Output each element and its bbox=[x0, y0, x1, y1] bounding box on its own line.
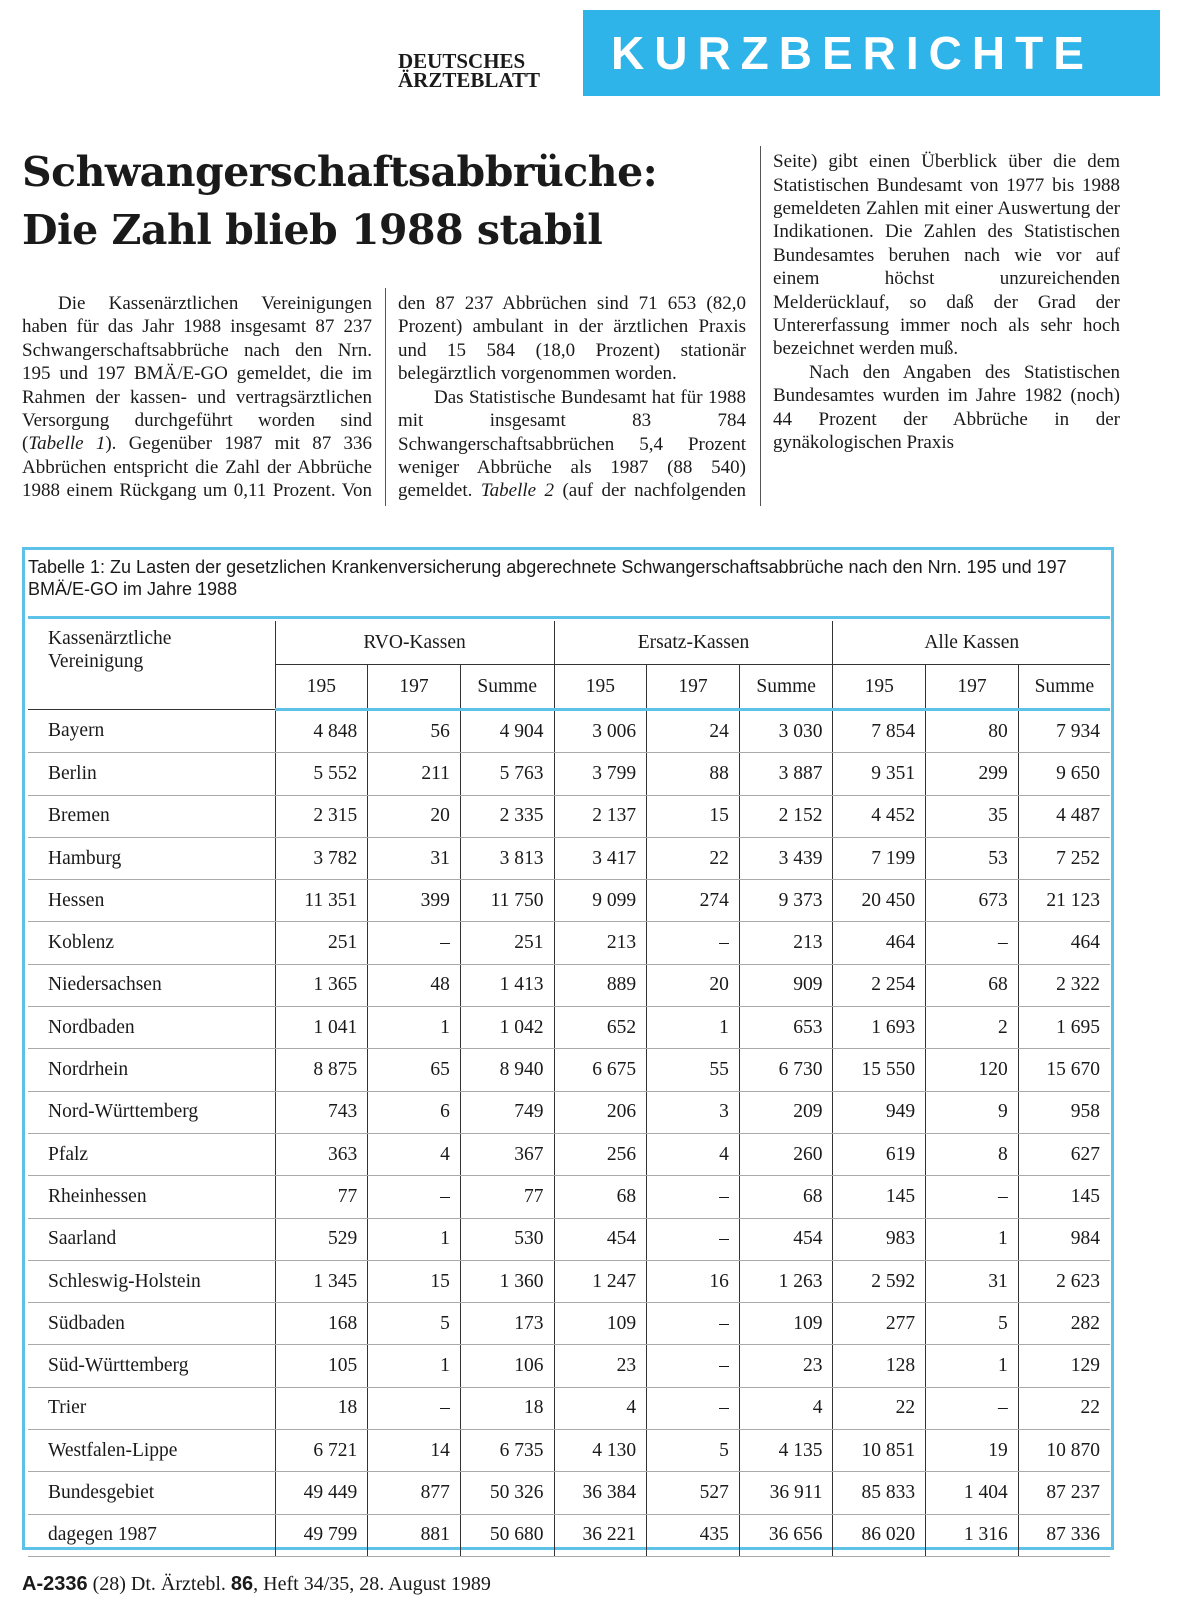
table-cell: 145 bbox=[833, 1176, 926, 1218]
table-cell: 2 315 bbox=[275, 795, 368, 837]
region-name: Westfalen-Lippe bbox=[28, 1430, 275, 1472]
table-cell: 3 887 bbox=[739, 753, 833, 795]
table-cell: 88 bbox=[647, 753, 740, 795]
table-cell: – bbox=[926, 1387, 1019, 1429]
table-cell: 20 bbox=[647, 964, 740, 1006]
article-paragraph-2 bbox=[773, 150, 1120, 361]
table-cell: 9 373 bbox=[739, 880, 833, 922]
article-paragraph-3: Nach den Angaben des Statistischen Bundesamtes wurden im Jahre 1982 (noch) 44 Prozent der Abbrüche in der gynäkologischen Praxis bbox=[773, 361, 1120, 453]
table-row bbox=[28, 1514, 1110, 1556]
table-cell: 958 bbox=[1018, 1091, 1110, 1133]
table-cell: 1 413 bbox=[460, 964, 554, 1006]
table-cell: 653 bbox=[739, 1007, 833, 1049]
headline-line-1: Schwangerschaftsabbrüche: bbox=[22, 148, 658, 196]
table-cell: 120 bbox=[926, 1049, 1019, 1091]
table-cell: – bbox=[926, 922, 1019, 964]
table-row bbox=[28, 1007, 1110, 1049]
table-row bbox=[28, 1133, 1110, 1175]
table-cell: 1 695 bbox=[1018, 1007, 1110, 1049]
table-cell: 4 bbox=[647, 1133, 740, 1175]
table-cell: 23 bbox=[554, 1345, 647, 1387]
table-cell: 1 316 bbox=[926, 1514, 1019, 1556]
table-cell: 6 730 bbox=[739, 1049, 833, 1091]
table-cell: 4 135 bbox=[739, 1430, 833, 1472]
article-text-run: Die Kassenärztlichen Vereinigungen haben für das Jahr 1988 insgesamt 87 237 Schwangerschaftsabbrüche nach den Nrn. 195 und 197 BMÄ/E-GO gemeldet, die im Rahmen der kassen- und vertragsärztlichen Versorgung durchgeführt worden sind ( bbox=[22, 293, 372, 455]
article-text-run: (auf der nachfolgenden bbox=[562, 480, 746, 502]
table-cell: – bbox=[368, 922, 461, 964]
subheader-cell: 197 bbox=[368, 665, 461, 710]
table-cell: 20 bbox=[368, 795, 461, 837]
table-cell: 9 bbox=[926, 1091, 1019, 1133]
table-cell: 109 bbox=[554, 1303, 647, 1345]
table-cell: 949 bbox=[833, 1091, 926, 1133]
table-cell: 4 848 bbox=[275, 710, 368, 753]
subheader-cell: 195 bbox=[833, 665, 926, 710]
table-row bbox=[28, 795, 1110, 837]
table-cell: 2 623 bbox=[1018, 1260, 1110, 1302]
table-cell: 652 bbox=[554, 1007, 647, 1049]
region-name: Nord-Württemberg bbox=[28, 1091, 275, 1133]
table-cell: 53 bbox=[926, 837, 1019, 879]
table-cell: 15 bbox=[647, 795, 740, 837]
table-cell: – bbox=[926, 1176, 1019, 1218]
table-cell: 5 bbox=[368, 1303, 461, 1345]
table-cell: 50 680 bbox=[460, 1514, 554, 1556]
article-paragraph-1 bbox=[22, 292, 372, 504]
table-cell: – bbox=[647, 922, 740, 964]
article-text bbox=[22, 292, 372, 504]
table-cell: 18 bbox=[275, 1387, 368, 1429]
table-cell: 87 336 bbox=[1018, 1514, 1110, 1556]
table-cell: 1 404 bbox=[926, 1472, 1019, 1514]
table-cell: 6 675 bbox=[554, 1049, 647, 1091]
table-reference: Tabelle 1 bbox=[28, 433, 106, 455]
footer-issue: , Heft 34/35, 28. August 1989 bbox=[253, 1573, 491, 1595]
region-name: Berlin bbox=[28, 753, 275, 795]
table-row bbox=[28, 710, 1110, 753]
article-text-run: den 87 237 Abbrüchen sind 71 653 (82,0 Prozent) ambulant in der ärztlichen Praxis und 15 584 (18,0 Prozent) stationär belegärztlich vorgenommen worden. bbox=[398, 293, 746, 385]
table-row bbox=[28, 753, 1110, 795]
table-cell: 86 020 bbox=[833, 1514, 926, 1556]
subheader-cell: 195 bbox=[275, 665, 368, 710]
group-header-rvo: RVO-Kassen bbox=[275, 621, 554, 665]
subheader-cell: Summe bbox=[1018, 665, 1110, 710]
table-cell: 106 bbox=[460, 1345, 554, 1387]
table-cell: 19 bbox=[926, 1430, 1019, 1472]
table-cell: – bbox=[368, 1387, 461, 1429]
table-cell: 85 833 bbox=[833, 1472, 926, 1514]
table-cell: 1 263 bbox=[739, 1260, 833, 1302]
region-name: Nordbaden bbox=[28, 1007, 275, 1049]
table-cell: 619 bbox=[833, 1133, 926, 1175]
region-name: Niedersachsen bbox=[28, 964, 275, 1006]
table-cell: 2 592 bbox=[833, 1260, 926, 1302]
table-cell: 36 911 bbox=[739, 1472, 833, 1514]
table-cell: – bbox=[647, 1345, 740, 1387]
table-cell: 20 450 bbox=[833, 880, 926, 922]
masthead-logo bbox=[398, 49, 570, 92]
region-name: Bayern bbox=[28, 710, 275, 753]
table-cell: 2 152 bbox=[739, 795, 833, 837]
table-cell: 206 bbox=[554, 1091, 647, 1133]
group-header-alle: Alle Kassen bbox=[833, 621, 1110, 665]
table-row bbox=[28, 1472, 1110, 1514]
table-cell: 984 bbox=[1018, 1218, 1110, 1260]
table-cell: 23 bbox=[739, 1345, 833, 1387]
region-name: Pfalz bbox=[28, 1133, 275, 1175]
table-cell: 3 417 bbox=[554, 837, 647, 879]
table-cell: 36 221 bbox=[554, 1514, 647, 1556]
table-cell: 367 bbox=[460, 1133, 554, 1175]
table-cell: 68 bbox=[739, 1176, 833, 1218]
article-column-2 bbox=[398, 292, 746, 504]
footer-volume: 86 bbox=[230, 1573, 254, 1595]
table-cell: 2 254 bbox=[833, 964, 926, 1006]
table-row bbox=[28, 1049, 1110, 1091]
table-cell: 35 bbox=[926, 795, 1019, 837]
article-paragraph-2 bbox=[398, 386, 746, 504]
table-row bbox=[28, 964, 1110, 1006]
table-cell: 1 bbox=[368, 1007, 461, 1049]
table-cell: 22 bbox=[647, 837, 740, 879]
table-cell: 15 670 bbox=[1018, 1049, 1110, 1091]
table-cell: 1 345 bbox=[275, 1260, 368, 1302]
page-number: A-2336 bbox=[22, 1573, 88, 1595]
table-cell: 10 851 bbox=[833, 1430, 926, 1472]
table-cell: 4 452 bbox=[833, 795, 926, 837]
table-cell: 22 bbox=[833, 1387, 926, 1429]
table-cell: 65 bbox=[368, 1049, 461, 1091]
table-cell: – bbox=[647, 1303, 740, 1345]
table-row bbox=[28, 1218, 1110, 1260]
table-row bbox=[28, 1430, 1110, 1472]
table-cell: 1 041 bbox=[275, 1007, 368, 1049]
table-cell: 983 bbox=[833, 1218, 926, 1260]
table-cell: 68 bbox=[926, 964, 1019, 1006]
table-cell: 464 bbox=[833, 922, 926, 964]
table-cell: 5 bbox=[647, 1430, 740, 1472]
table-cell: 31 bbox=[926, 1260, 1019, 1302]
table-cell: 8 875 bbox=[275, 1049, 368, 1091]
table-cell: 1 bbox=[926, 1345, 1019, 1387]
table-cell: 8 940 bbox=[460, 1049, 554, 1091]
table-cell: 7 252 bbox=[1018, 837, 1110, 879]
article-text bbox=[398, 292, 746, 504]
subheader-cell: Summe bbox=[460, 665, 554, 710]
table-cell: 49 449 bbox=[275, 1472, 368, 1514]
section-banner: KURZBERICHTE bbox=[583, 10, 1160, 96]
table-cell: 55 bbox=[647, 1049, 740, 1091]
region-name: Hamburg bbox=[28, 837, 275, 879]
table-cell: 16 bbox=[647, 1260, 740, 1302]
table-cell: 529 bbox=[275, 1218, 368, 1260]
table-cell: 209 bbox=[739, 1091, 833, 1133]
article-text-run: Das Statistische Bundesamt hat für 1988 mit insgesamt 83 784 Schwangerschaftsabbrüchen 5,4 Prozent weniger Abbrüche als 1987 (88 540) gemeldet. bbox=[398, 386, 746, 502]
table-cell: 22 bbox=[1018, 1387, 1110, 1429]
table-row bbox=[28, 1176, 1110, 1218]
abortion-statistics-table bbox=[28, 621, 1110, 1557]
caption-divider bbox=[28, 616, 1110, 619]
page-footer bbox=[22, 1573, 491, 1596]
article-text bbox=[773, 150, 1120, 454]
table-cell: 673 bbox=[926, 880, 1019, 922]
table-cell: 1 bbox=[647, 1007, 740, 1049]
table-cell: 6 735 bbox=[460, 1430, 554, 1472]
table-cell: 1 bbox=[368, 1218, 461, 1260]
table-cell: 909 bbox=[739, 964, 833, 1006]
table-cell: 881 bbox=[368, 1514, 461, 1556]
table-row bbox=[28, 1091, 1110, 1133]
table-body bbox=[28, 710, 1110, 1557]
column-divider bbox=[385, 288, 386, 506]
table-row bbox=[28, 1303, 1110, 1345]
region-name: Bundesgebiet bbox=[28, 1472, 275, 1514]
group-header-ersatz: Ersatz-Kassen bbox=[554, 621, 833, 665]
table-cell: 213 bbox=[554, 922, 647, 964]
table-cell: 399 bbox=[368, 880, 461, 922]
table-cell: 11 351 bbox=[275, 880, 368, 922]
table-cell: – bbox=[647, 1176, 740, 1218]
table-cell: 454 bbox=[554, 1218, 647, 1260]
table-cell: 435 bbox=[647, 1514, 740, 1556]
region-name: dagegen 1987 bbox=[28, 1514, 275, 1556]
table-cell: 7 934 bbox=[1018, 710, 1110, 753]
table-cell: 36 656 bbox=[739, 1514, 833, 1556]
region-name: Süd-Württemberg bbox=[28, 1345, 275, 1387]
table-cell: 5 552 bbox=[275, 753, 368, 795]
table-cell: 9 351 bbox=[833, 753, 926, 795]
table-cell: 14 bbox=[368, 1430, 461, 1472]
region-name: Schleswig-Holstein bbox=[28, 1260, 275, 1302]
table-cell: 48 bbox=[368, 964, 461, 1006]
table-cell: 105 bbox=[275, 1345, 368, 1387]
table-cell: 3 030 bbox=[739, 710, 833, 753]
table-row bbox=[28, 1387, 1110, 1429]
table-cell: 2 bbox=[926, 1007, 1019, 1049]
table-cell: 3 813 bbox=[460, 837, 554, 879]
table-cell: 277 bbox=[833, 1303, 926, 1345]
table-cell: 77 bbox=[460, 1176, 554, 1218]
table-cell: 11 750 bbox=[460, 880, 554, 922]
region-name: Trier bbox=[28, 1387, 275, 1429]
masthead-line-2: ÄRZTEBLATT bbox=[398, 68, 540, 92]
table-cell: 4 bbox=[739, 1387, 833, 1429]
table-cell: 109 bbox=[739, 1303, 833, 1345]
table-cell: 1 247 bbox=[554, 1260, 647, 1302]
table-cell: 4 904 bbox=[460, 710, 554, 753]
masthead-line-1: DEUTSCHES bbox=[398, 49, 526, 73]
table-cell: 6 bbox=[368, 1091, 461, 1133]
table-row bbox=[28, 1345, 1110, 1387]
subheader-cell: 197 bbox=[926, 665, 1019, 710]
table-row bbox=[28, 837, 1110, 879]
table-cell: 251 bbox=[275, 922, 368, 964]
column-header-region: Kassenärztliche Vereinigung bbox=[28, 621, 275, 710]
article-text-run: Seite) gibt einen Überblick über die dem Statistischen Bundesamt von 1977 bis 1988 gemeldeten Zahlen mit einer Auswertung der Indikationen. Die Zahlen des Statistischen Bundesamtes beruhen nach wie vor auf einem höchst unzureichenden Melderücklauf, so daß der Grad der Untererfassung immer noch als sehr hoch bezeichnet werden muß. bbox=[773, 151, 1120, 360]
article-column-1 bbox=[22, 292, 372, 504]
table-row bbox=[28, 922, 1110, 964]
table-cell: 49 799 bbox=[275, 1514, 368, 1556]
table-cell: 1 bbox=[368, 1345, 461, 1387]
table-cell: 464 bbox=[1018, 922, 1110, 964]
table-caption: Tabelle 1: Zu Lasten der gesetzlichen Krankenversicherung abgerechnete Schwangerschaftsabbrüche nach den Nrn. 195 und 197 BMÄ/E-GO im Jahre 1988 bbox=[28, 557, 1067, 599]
table-cell: 6 721 bbox=[275, 1430, 368, 1472]
table-cell: 530 bbox=[460, 1218, 554, 1260]
headline-line-2: Die Zahl blieb 1988 stabil bbox=[22, 206, 603, 254]
table-cell: 7 854 bbox=[833, 710, 926, 753]
table-cell: 3 439 bbox=[739, 837, 833, 879]
table-cell: 5 bbox=[926, 1303, 1019, 1345]
region-name: Bremen bbox=[28, 795, 275, 837]
table-cell: 889 bbox=[554, 964, 647, 1006]
table-cell: 15 550 bbox=[833, 1049, 926, 1091]
table-cell: 282 bbox=[1018, 1303, 1110, 1345]
headline bbox=[22, 143, 752, 259]
table-cell: 877 bbox=[368, 1472, 461, 1514]
subheader-cell: Summe bbox=[739, 665, 833, 710]
table-cell: 527 bbox=[647, 1472, 740, 1514]
table-cell: 1 360 bbox=[460, 1260, 554, 1302]
table-cell: – bbox=[368, 1176, 461, 1218]
region-name: Rheinhessen bbox=[28, 1176, 275, 1218]
table-row bbox=[28, 1260, 1110, 1302]
table-cell: 4 bbox=[554, 1387, 647, 1429]
subheader-cell: 197 bbox=[647, 665, 740, 710]
table-cell: 363 bbox=[275, 1133, 368, 1175]
table-cell: 4 487 bbox=[1018, 795, 1110, 837]
table-cell: 7 199 bbox=[833, 837, 926, 879]
table-cell: 15 bbox=[368, 1260, 461, 1302]
table-cell: 18 bbox=[460, 1387, 554, 1429]
table-cell: 128 bbox=[833, 1345, 926, 1387]
table-cell: 24 bbox=[647, 710, 740, 753]
table-cell: 80 bbox=[926, 710, 1019, 753]
region-name: Koblenz bbox=[28, 922, 275, 964]
table-cell: 5 763 bbox=[460, 753, 554, 795]
table-cell: 50 326 bbox=[460, 1472, 554, 1514]
table-cell: 31 bbox=[368, 837, 461, 879]
table-cell: 21 123 bbox=[1018, 880, 1110, 922]
table-cell: 3 799 bbox=[554, 753, 647, 795]
table-cell: 627 bbox=[1018, 1133, 1110, 1175]
table-cell: 36 384 bbox=[554, 1472, 647, 1514]
table-cell: 251 bbox=[460, 922, 554, 964]
table-cell: 1 365 bbox=[275, 964, 368, 1006]
table-cell: 9 650 bbox=[1018, 753, 1110, 795]
table-cell: 299 bbox=[926, 753, 1019, 795]
subheader-cell: 195 bbox=[554, 665, 647, 710]
article-paragraph-1 bbox=[398, 292, 746, 386]
table-cell: 129 bbox=[1018, 1345, 1110, 1387]
table-cell: 213 bbox=[739, 922, 833, 964]
table-cell: 145 bbox=[1018, 1176, 1110, 1218]
article-text-run: ). Gegenüber 1987 mit 87 336 Abbrüchen entspricht die Zahl der Abbrüche 1988 einem Rückgang um 0,11 Prozent. Von bbox=[22, 433, 372, 502]
table-cell: 3 006 bbox=[554, 710, 647, 753]
table-cell: 3 782 bbox=[275, 837, 368, 879]
article-column-3 bbox=[773, 150, 1120, 504]
table-cell: 9 099 bbox=[554, 880, 647, 922]
table-cell: 743 bbox=[275, 1091, 368, 1133]
table-cell: 749 bbox=[460, 1091, 554, 1133]
table-cell: 260 bbox=[739, 1133, 833, 1175]
table-cell: 454 bbox=[739, 1218, 833, 1260]
column-divider bbox=[760, 146, 761, 506]
table-cell: 211 bbox=[368, 753, 461, 795]
table-cell: 4 130 bbox=[554, 1430, 647, 1472]
region-name: Saarland bbox=[28, 1218, 275, 1260]
table-cell: – bbox=[647, 1218, 740, 1260]
table-cell: 3 bbox=[647, 1091, 740, 1133]
table-reference: Tabelle 2 bbox=[480, 480, 555, 502]
table-cell: 256 bbox=[554, 1133, 647, 1175]
table-cell: 10 870 bbox=[1018, 1430, 1110, 1472]
table-cell: 2 137 bbox=[554, 795, 647, 837]
table-row bbox=[28, 880, 1110, 922]
region-name: Hessen bbox=[28, 880, 275, 922]
table-cell: 274 bbox=[647, 880, 740, 922]
table-cell: 87 237 bbox=[1018, 1472, 1110, 1514]
table-cell: 8 bbox=[926, 1133, 1019, 1175]
table-cell: 77 bbox=[275, 1176, 368, 1218]
table-cell: – bbox=[647, 1387, 740, 1429]
table-cell: 1 693 bbox=[833, 1007, 926, 1049]
table-cell: 1 bbox=[926, 1218, 1019, 1260]
table-cell: 56 bbox=[368, 710, 461, 753]
table-cell: 2 322 bbox=[1018, 964, 1110, 1006]
table-cell: 1 042 bbox=[460, 1007, 554, 1049]
region-name: Nordrhein bbox=[28, 1049, 275, 1091]
footer-source: (28) Dt. Ärztebl. bbox=[87, 1573, 231, 1595]
region-name: Südbaden bbox=[28, 1303, 275, 1345]
table-cell: 2 335 bbox=[460, 795, 554, 837]
table-cell: 68 bbox=[554, 1176, 647, 1218]
table-cell: 4 bbox=[368, 1133, 461, 1175]
table-cell: 168 bbox=[275, 1303, 368, 1345]
table-cell: 173 bbox=[460, 1303, 554, 1345]
